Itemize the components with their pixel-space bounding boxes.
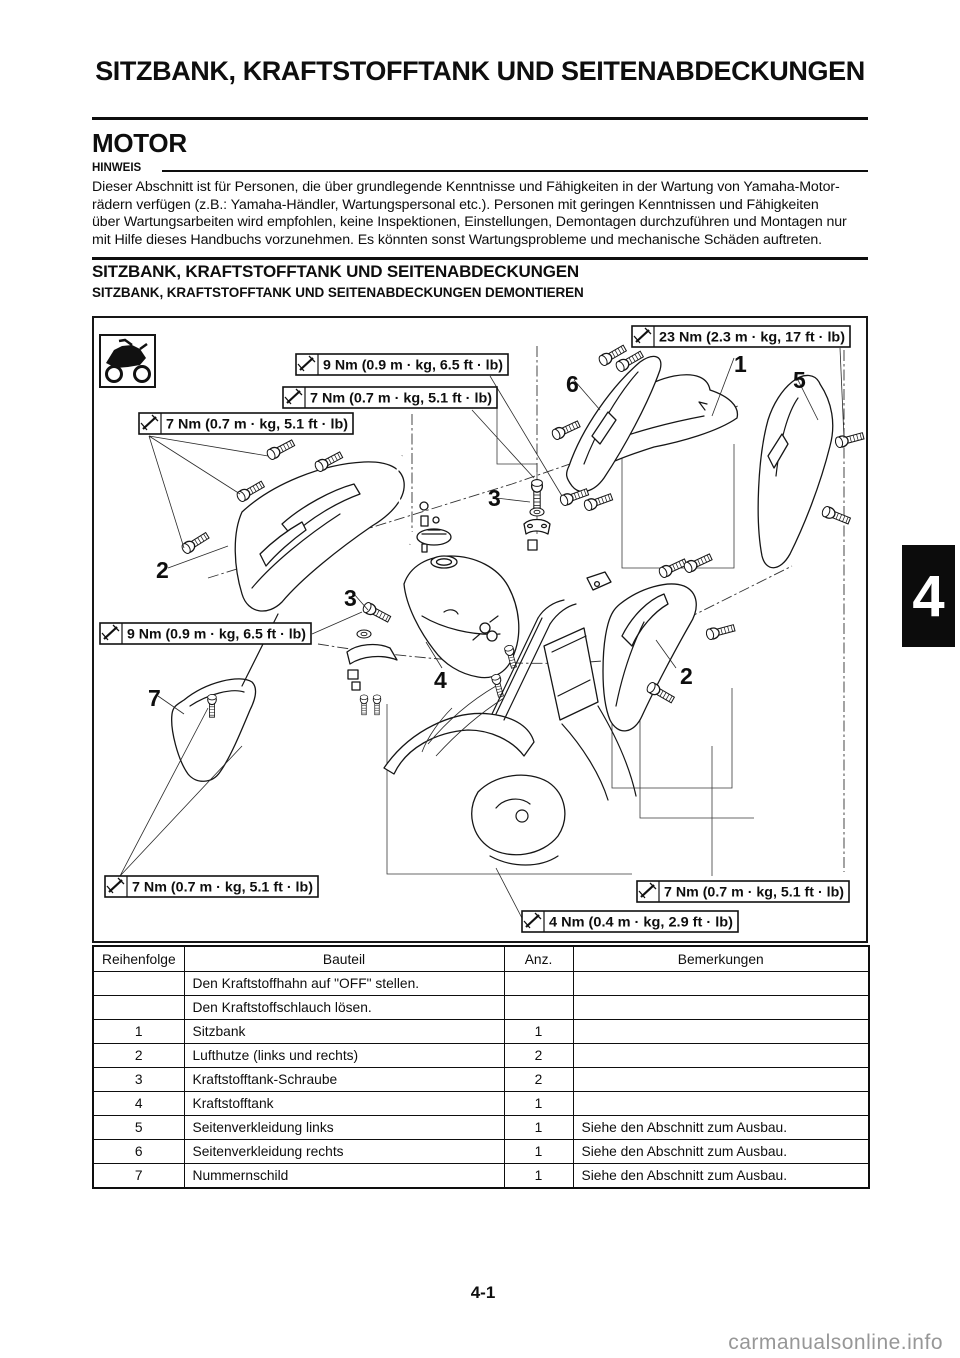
cell-part: Kraftstofftank	[184, 1092, 504, 1116]
cell-part: Den Kraftstoffhahn auf "OFF" stellen.	[184, 972, 504, 996]
divider-rule-top	[92, 117, 868, 120]
page-number: 4-1	[470, 1283, 496, 1302]
hinweis-label: HINWEIS	[92, 162, 142, 174]
hinweis-line: Dieser Abschnitt ist für Personen, die über grundlegende Kenntnisse und Fähigkeiten in der Wartung von Yamaha-Motor-	[92, 179, 840, 195]
torque-label	[283, 387, 497, 408]
cell-remarks	[573, 996, 869, 1020]
cell-qty: 2	[504, 1044, 573, 1068]
hinweis-paragraph	[92, 179, 872, 250]
part-number-callout: 1	[734, 351, 747, 377]
cell-order: 3	[93, 1068, 184, 1092]
cell-remarks	[573, 972, 869, 996]
part-number-callout: 6	[566, 371, 579, 397]
torque-label-text: 7 Nm (0.7 m · kg, 5.1 ft · lb)	[664, 884, 844, 900]
cell-part: Seitenverkleidung links	[184, 1116, 504, 1140]
cell-part: Sitzbank	[184, 1020, 504, 1044]
cell-part: Nummernschild	[184, 1164, 504, 1189]
cell-remarks: Siehe den Abschnitt zum Ausbau.	[573, 1140, 869, 1164]
page-title: SITZBANK, KRAFTSTOFFTANK UND SEITENABDECKUNGEN	[95, 56, 865, 86]
table-row	[93, 1164, 869, 1189]
cell-order: 7	[93, 1164, 184, 1189]
cell-qty: 1	[504, 1092, 573, 1116]
torque-label	[296, 354, 508, 375]
table-row	[93, 1140, 869, 1164]
cell-order	[93, 996, 184, 1020]
part-number-callout: 3	[344, 585, 357, 611]
torque-label	[139, 413, 353, 434]
hinweis-line: über Wartungsarbeiten wird empfohlen, keine Inspektionen, Einstellungen, Demontagen durchzuführen und Montagen nur	[92, 214, 847, 231]
torque-label-text: 7 Nm (0.7 m · kg, 5.1 ft · lb)	[166, 416, 348, 432]
cell-qty	[504, 996, 573, 1020]
table-row	[93, 1068, 869, 1092]
torque-label	[522, 911, 738, 932]
torque-label-text: 9 Nm (0.9 m · kg, 6.5 ft · lb)	[323, 357, 503, 373]
torque-label	[632, 326, 850, 347]
chapter-tab: 4	[902, 545, 955, 647]
torque-label-text: 7 Nm (0.7 m · kg, 5.1 ft · lb)	[310, 390, 492, 406]
watermark: carmanualsonline.info	[728, 1331, 943, 1354]
cell-part: Lufthutze (links und rechts)	[184, 1044, 504, 1068]
col-header-qty: Anz.	[504, 946, 573, 972]
section-subheading: SITZBANK, KRAFTSTOFFTANK UND SEITENABDECKUNGEN DEMONTIEREN	[92, 285, 584, 300]
hinweis-line: rädern verfügen (z.B.: Yamaha-Händler, Wartungspersonal etc.). Personen mit geringen Kenntnissen und Fähigkeiten	[92, 196, 819, 213]
cell-order	[93, 972, 184, 996]
divider-rule-section	[92, 257, 868, 260]
col-header-order: Reihenfolge	[93, 946, 184, 972]
table-row	[93, 1044, 869, 1068]
torque-label-text: 4 Nm (0.4 m · kg, 2.9 ft · lb)	[549, 914, 733, 930]
cell-order: 6	[93, 1140, 184, 1164]
part-number-callout: 2	[680, 663, 693, 689]
table-row	[93, 1092, 869, 1116]
cell-part: Den Kraftstoffschlauch lösen.	[184, 996, 504, 1020]
cell-order: 1	[93, 1020, 184, 1044]
part-number-callout: 2	[156, 557, 169, 583]
cell-qty: 1	[504, 1140, 573, 1164]
col-header-remarks: Bemerkungen	[573, 946, 869, 972]
cell-order: 2	[93, 1044, 184, 1068]
cell-qty: 1	[504, 1020, 573, 1044]
exploded-view-figure	[92, 316, 868, 943]
cell-remarks	[573, 1092, 869, 1116]
cell-remarks	[573, 1020, 869, 1044]
torque-label-text: 7 Nm (0.7 m · kg, 5.1 ft · lb)	[132, 879, 313, 895]
cell-order: 4	[93, 1092, 184, 1116]
col-header-part: Bauteil	[184, 946, 504, 972]
part-number-callout: 7	[148, 685, 161, 711]
torque-label-text: 23 Nm (2.3 m · kg, 17 ft · lb)	[659, 329, 845, 345]
table-row	[93, 1116, 869, 1140]
section-heading: SITZBANK, KRAFTSTOFFTANK UND SEITENABDECKUNGEN	[92, 262, 579, 281]
motor-heading: MOTOR	[92, 128, 187, 158]
cell-part: Seitenverkleidung rechts	[184, 1140, 504, 1164]
torque-label	[100, 623, 311, 644]
table-row	[93, 972, 869, 996]
table-header-row	[93, 946, 869, 972]
cell-qty: 1	[504, 1116, 573, 1140]
cell-remarks	[573, 1068, 869, 1092]
torque-label-text: 9 Nm (0.9 m · kg, 6.5 ft · lb)	[127, 626, 306, 642]
cell-remarks: Siehe den Abschnitt zum Ausbau.	[573, 1164, 869, 1189]
cell-part: Kraftstofftank-Schraube	[184, 1068, 504, 1092]
part-number-callout: 4	[434, 667, 447, 693]
motorcycle-icon	[100, 335, 155, 387]
cell-remarks	[573, 1044, 869, 1068]
parts-table	[92, 945, 870, 1189]
cell-remarks: Siehe den Abschnitt zum Ausbau.	[573, 1116, 869, 1140]
part-number-callout: 3	[488, 485, 501, 511]
hinweis-line: mit Hilfe dieses Handbuchs vorzunehmen. Es könnten sonst Wartungsprobleme und mechanische Schäden auftreten.	[92, 232, 822, 249]
part-number-callout: 5	[793, 367, 806, 393]
hinweis-rule	[162, 170, 868, 172]
table-row	[93, 1020, 869, 1044]
cell-order: 5	[93, 1116, 184, 1140]
cell-qty: 1	[504, 1164, 573, 1189]
torque-label	[637, 881, 849, 902]
torque-label	[105, 876, 318, 897]
cell-qty: 2	[504, 1068, 573, 1092]
cell-qty	[504, 972, 573, 996]
table-row	[93, 996, 869, 1020]
